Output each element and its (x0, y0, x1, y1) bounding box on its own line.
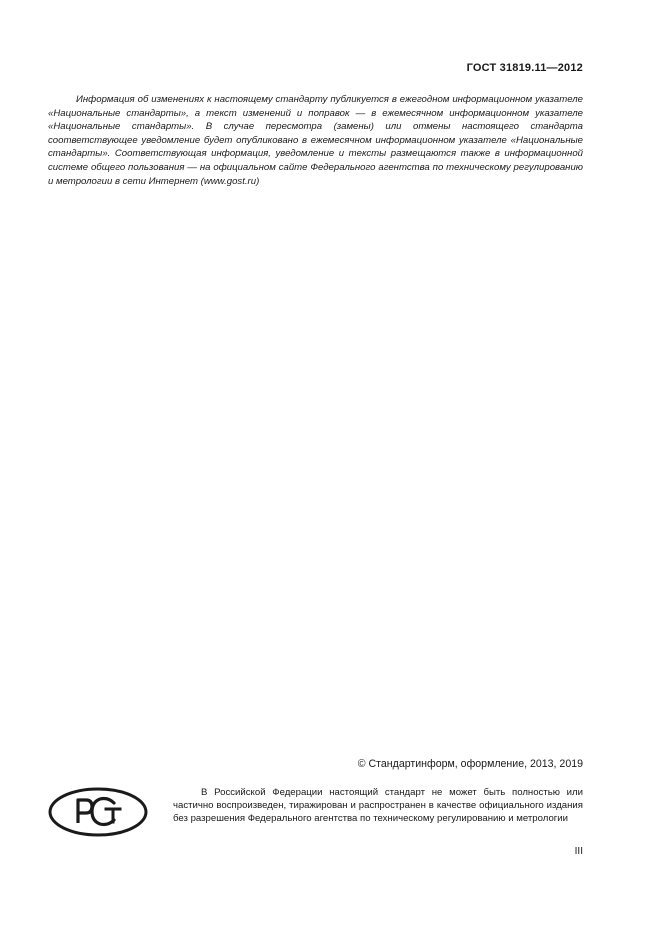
copyright-line: © Стандартинформ, оформление, 2013, 2019 (357, 758, 583, 770)
amendments-info-paragraph: Информация об изменениях к настоящему стандарту публикуется в ежегодном информационном указателе «Национальные стандарты», а текст изменений и поправок — в ежемесячном информационном указателе «Национальные стандарты». В случае пересмотра (замены) или отмены настоящего стандарта соответствующее уведомление будет опубликовано в ежемесячном информационном указателе «Национальные стандарты». Соответствующая информация, уведомление и тексты размещаются также в информационной системе общего пользования — на официальном сайте Федерального агентства по техническому регулированию и метрологии в сети Интернет (www.gost.ru) (48, 94, 583, 187)
rst-certification-mark-icon (48, 786, 148, 838)
page-number: III (574, 846, 583, 857)
legal-notice: В Российской Федерации настоящий стандарт не может быть полностью или частично воспроизведен, тиражирован и распространен в качестве официального издания без разрешения Федерального агентства по техническому регулированию и метрологии (173, 787, 583, 825)
standard-code-header: ГОСТ 31819.11—2012 (466, 62, 583, 74)
